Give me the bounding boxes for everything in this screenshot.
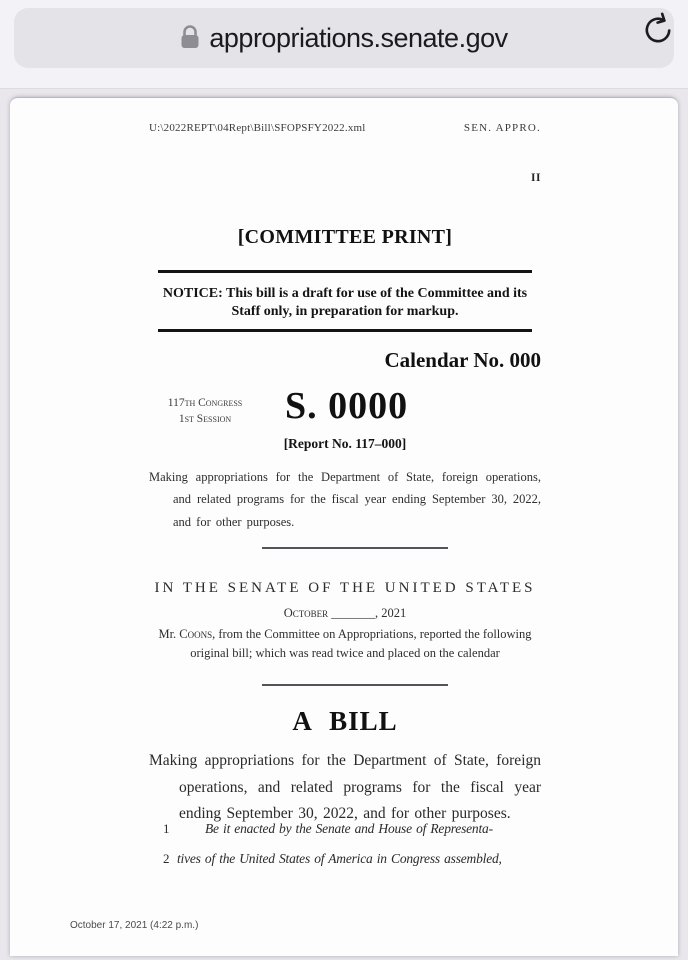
congress-session-row [149,385,541,428]
date-month: October [283,606,329,620]
address-bar[interactable] [14,8,674,68]
document-header [149,122,541,134]
divider [158,329,532,332]
line-text: tives of the United States of America in Congress assembled, [177,851,502,866]
file-path: U:\2022REPT\04Rept\Bill\SFOPSFY2022.xml [149,122,366,134]
congress-label: 117th Congress [167,397,243,409]
report-number: [Report No. 117–000] [283,436,407,451]
purpose-paragraph: Making appropriations for the Department of State, foreign operations, and related programs for the fiscal year ending September 30, 2022, and for other purposes. [149,470,541,529]
document-page [10,97,678,956]
bill-number: S. 0000 [285,385,409,427]
reload-button[interactable] [636,12,680,50]
bill-purpose-paragraph: Making appropriations for the Department of State, foreign operations, and related programs for the fiscal year ending September 30, 2022, and for other purposes. [149,752,541,823]
reload-icon [641,12,675,51]
reported-rest: , from the Committee on Appropriations, reported the following original bill; which was read twice and placed on the calendar [190,627,532,661]
committee-print-heading: [COMMITTEE PRINT] [237,226,453,248]
reported-prefix: Mr. [158,627,180,641]
url-text: appropriations.senate.gov [209,22,508,53]
notice-text: NOTICE: This bill is a draft for use of the Committee and its Staff only, in preparation for markup. [162,286,528,320]
print-timestamp: October 17, 2021 (4:22 p.m.) [70,920,199,931]
session-label: 1st Session [178,412,232,425]
sponsor-name: Coons [179,627,213,641]
bill-heading: A BILL [292,706,398,736]
divider [158,270,532,273]
divider [262,684,448,686]
lock-icon [180,24,200,55]
congress-session [149,388,261,427]
line-number: 2 [163,851,170,866]
bill-line [149,821,541,851]
calendar-number: Calendar No. 000 [384,348,541,372]
bill-line [149,851,541,881]
divider [262,547,448,549]
page-number: II [531,172,541,184]
date-year: , 2021 [375,606,407,620]
date-line [149,606,541,621]
reported-by-paragraph [149,625,541,664]
senate-heading: IN THE SENATE OF THE UNITED STATES [154,580,536,596]
date-blank: _______ [331,606,375,620]
office-label: SEN. APPRO. [463,122,541,134]
bill-body [149,821,541,881]
line-number: 1 [163,821,170,836]
line-text: Be it enacted by the Senate and House of Representa- [205,821,493,836]
browser-toolbar [0,0,688,89]
